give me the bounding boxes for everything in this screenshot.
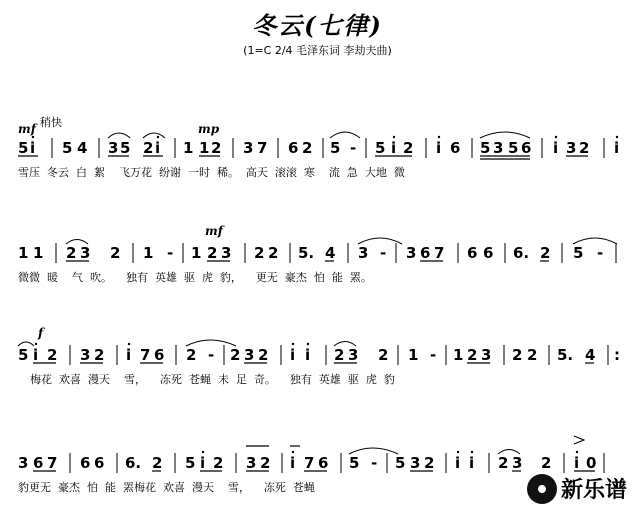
staff-system-4 xyxy=(0,420,635,520)
svg-text:2: 2 xyxy=(254,244,265,262)
svg-text:5: 5 xyxy=(375,139,386,157)
svg-text:6: 6 xyxy=(521,139,532,157)
staff-system-2 xyxy=(0,218,635,318)
svg-text:2: 2 xyxy=(213,454,224,472)
svg-text:i: i xyxy=(614,139,620,157)
tempo-marking: 稍快 xyxy=(40,116,62,129)
lyrics-line-1: 雪压 冬云 白 絮 飞万花 纷谢 一时 稀。 高天 滚滚 寒 流 急 大地 微 xyxy=(18,166,405,179)
svg-text:i: i xyxy=(200,454,206,472)
svg-text:4: 4 xyxy=(77,139,88,157)
svg-text:6: 6 xyxy=(94,454,105,472)
svg-text:6.: 6. xyxy=(513,244,530,262)
svg-text:2: 2 xyxy=(527,346,538,364)
svg-text:4: 4 xyxy=(325,244,336,262)
svg-text:5.: 5. xyxy=(298,244,315,262)
svg-text:5: 5 xyxy=(508,139,519,157)
lyrics-line-2: 微微 暖 气 吹。 独有 英雄 驱 虎 豹， 更无 豪杰 怕 能 罴。 xyxy=(18,271,372,284)
svg-text:3: 3 xyxy=(246,454,257,472)
dynamic-f: f xyxy=(38,326,44,340)
svg-text:5: 5 xyxy=(185,454,196,472)
svg-text:5: 5 xyxy=(330,139,341,157)
svg-text:5: 5 xyxy=(349,454,360,472)
svg-text:7: 7 xyxy=(304,454,315,472)
svg-text:2: 2 xyxy=(186,346,197,364)
svg-text:2: 2 xyxy=(152,454,163,472)
dynamic-mp: mp xyxy=(198,122,220,136)
lyrics-line-3: 梅花 欢喜 漫天 雪， 冻死 苍蝇 未 足 奇。 独有 英雄 驱 虎 豹 xyxy=(30,373,395,386)
svg-text::: : xyxy=(614,346,620,364)
svg-text:3: 3 xyxy=(406,244,417,262)
svg-text:i: i xyxy=(436,139,442,157)
logo-text: 新乐谱 xyxy=(560,478,627,503)
svg-text:3: 3 xyxy=(108,139,119,157)
svg-text:5: 5 xyxy=(573,244,584,262)
svg-text:i: i xyxy=(290,454,296,472)
svg-text:-: - xyxy=(371,454,378,472)
svg-text:2: 2 xyxy=(579,139,590,157)
svg-text:5: 5 xyxy=(62,139,73,157)
svg-text:2: 2 xyxy=(540,244,551,262)
svg-text:1: 1 xyxy=(18,244,29,262)
svg-text:3: 3 xyxy=(512,454,523,472)
svg-text:5: 5 xyxy=(480,139,491,157)
notation-line-4 xyxy=(0,420,635,520)
svg-text:7: 7 xyxy=(434,244,445,262)
svg-text:-: - xyxy=(350,139,357,157)
svg-text:i: i xyxy=(30,139,36,157)
svg-text:2: 2 xyxy=(498,454,509,472)
svg-text:2: 2 xyxy=(302,139,313,157)
svg-text:6: 6 xyxy=(288,139,299,157)
svg-text:2: 2 xyxy=(467,346,478,364)
svg-text:2: 2 xyxy=(143,139,154,157)
svg-text:3: 3 xyxy=(348,346,359,364)
svg-text:-: - xyxy=(208,346,215,364)
svg-text:-: - xyxy=(167,244,174,262)
svg-text:3: 3 xyxy=(18,454,29,472)
svg-text:2: 2 xyxy=(47,346,58,364)
svg-text:2: 2 xyxy=(378,346,389,364)
svg-text:0: 0 xyxy=(586,454,597,472)
svg-text:1: 1 xyxy=(453,346,464,364)
svg-text:i: i xyxy=(290,346,296,364)
svg-text:1: 1 xyxy=(191,244,202,262)
svg-text:1: 1 xyxy=(33,244,44,262)
svg-text:i: i xyxy=(155,139,161,157)
svg-text:i: i xyxy=(455,454,461,472)
page-title: 冬云(七律) xyxy=(252,11,383,40)
svg-text:2: 2 xyxy=(94,346,105,364)
svg-text:4: 4 xyxy=(585,346,596,364)
svg-text:i: i xyxy=(391,139,397,157)
svg-text:-: - xyxy=(597,244,604,262)
svg-text:-: - xyxy=(430,346,437,364)
svg-text:2: 2 xyxy=(334,346,345,364)
svg-text:-: - xyxy=(380,244,387,262)
staff-system-3 xyxy=(0,322,635,422)
svg-text:2: 2 xyxy=(207,244,218,262)
page-subtitle: (1=C 2/4 毛泽东词 李劫夫曲) xyxy=(243,44,392,57)
svg-text:2: 2 xyxy=(403,139,414,157)
svg-text:2: 2 xyxy=(66,244,77,262)
svg-text:i: i xyxy=(469,454,475,472)
svg-text:2: 2 xyxy=(541,454,552,472)
svg-text:6: 6 xyxy=(483,244,494,262)
svg-text:6: 6 xyxy=(467,244,478,262)
svg-text:i: i xyxy=(33,346,39,364)
svg-text:3: 3 xyxy=(243,139,254,157)
lyrics-line-4: 豹更无 豪杰 怕 能 罴梅花 欢喜 漫天 雪， 冻死 苍蝇 xyxy=(18,481,315,494)
svg-text:3: 3 xyxy=(80,346,91,364)
svg-text:6: 6 xyxy=(420,244,431,262)
svg-text:5: 5 xyxy=(120,139,131,157)
dynamic-mf: mf xyxy=(205,224,223,238)
svg-text:3: 3 xyxy=(481,346,492,364)
svg-text:2: 2 xyxy=(110,244,121,262)
svg-text:2: 2 xyxy=(512,346,523,364)
dynamic-mf: mf xyxy=(18,122,36,136)
svg-text:i: i xyxy=(553,139,559,157)
svg-text:2: 2 xyxy=(230,346,241,364)
svg-text:6: 6 xyxy=(80,454,91,472)
svg-text:2: 2 xyxy=(258,346,269,364)
svg-text:5.: 5. xyxy=(557,346,574,364)
svg-text:3: 3 xyxy=(358,244,369,262)
svg-text:i: i xyxy=(126,346,132,364)
svg-text:6: 6 xyxy=(33,454,44,472)
svg-text:i: i xyxy=(574,454,580,472)
svg-text:7: 7 xyxy=(47,454,58,472)
svg-text:1: 1 xyxy=(183,139,194,157)
svg-text:1: 1 xyxy=(408,346,419,364)
svg-text:6: 6 xyxy=(450,139,461,157)
svg-text:1: 1 xyxy=(199,139,210,157)
svg-text:3: 3 xyxy=(80,244,91,262)
svg-text:3: 3 xyxy=(566,139,577,157)
svg-text:3: 3 xyxy=(493,139,504,157)
svg-text:3: 3 xyxy=(244,346,255,364)
svg-text:2: 2 xyxy=(211,139,222,157)
svg-text:2: 2 xyxy=(268,244,279,262)
svg-text:5: 5 xyxy=(395,454,406,472)
svg-text:6.: 6. xyxy=(125,454,142,472)
svg-text:3: 3 xyxy=(221,244,232,262)
svg-text:5: 5 xyxy=(18,139,29,157)
record-disc-icon xyxy=(527,474,557,504)
site-logo xyxy=(527,473,627,504)
svg-text:2: 2 xyxy=(260,454,271,472)
svg-text:2: 2 xyxy=(424,454,435,472)
notation-line-1 xyxy=(0,108,635,208)
notation-line-2 xyxy=(0,218,635,318)
svg-text:6: 6 xyxy=(318,454,329,472)
svg-text:i: i xyxy=(305,346,311,364)
svg-text:3: 3 xyxy=(410,454,421,472)
svg-text:7: 7 xyxy=(140,346,151,364)
svg-text:7: 7 xyxy=(257,139,268,157)
svg-text:6: 6 xyxy=(154,346,165,364)
svg-text:5: 5 xyxy=(18,346,29,364)
staff-system-1 xyxy=(0,108,635,208)
svg-text:1: 1 xyxy=(143,244,154,262)
